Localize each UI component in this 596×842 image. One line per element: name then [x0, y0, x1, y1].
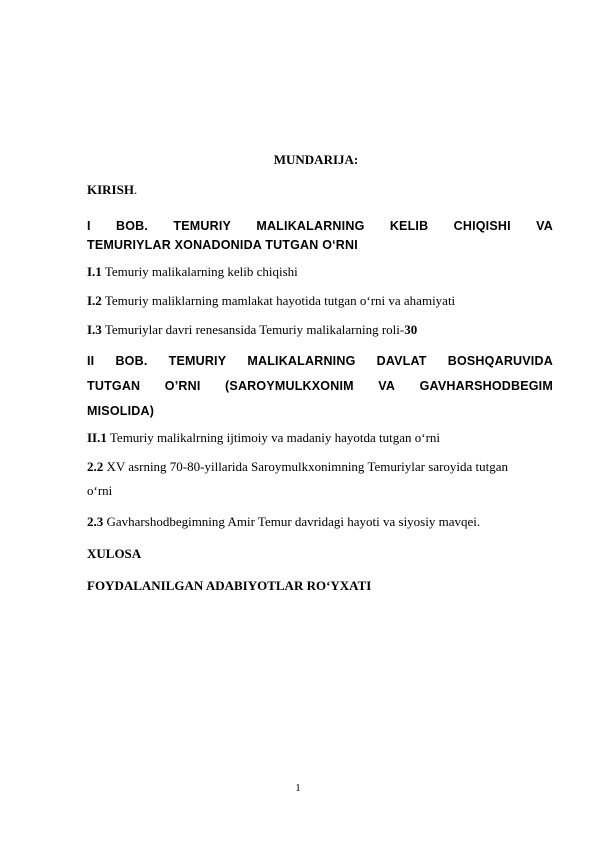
chapter1-word: I [87, 219, 91, 233]
chapter1-heading-line2: TEMURIYLAR XONADONIDA TUTGAN O‘RNI [87, 238, 358, 252]
chapter1-word: BOB. [116, 219, 149, 233]
kirish-label: KIRISH [87, 182, 134, 197]
chapter2-word: DAVLAT [376, 354, 427, 368]
toc-entry-2-3 [87, 512, 553, 531]
chapter2-word: TEMURIY [168, 354, 227, 368]
entry-number: 2.2 [87, 459, 104, 474]
chapter2-word: GAVHARSHODBEGIM [419, 379, 553, 393]
toc-entry-xulosa: XULOSA [87, 546, 142, 561]
entry-text: Gavharshodbegimning Amir Temur davridagi hayoti va siyosiy mavqei. [103, 514, 481, 529]
entry-text: Temuriy malikalrning ijtimoiy va madaniy hayotda tutgan o‘rni [106, 430, 441, 445]
chapter2-heading-line1 [87, 352, 553, 371]
chapter1-word: KELIB [389, 219, 429, 233]
toc-entry-2-2-continuation: o‘rni [87, 483, 113, 498]
entry-number: 2.3 [87, 514, 104, 529]
toc-title: MUNDARIJA: [273, 152, 359, 167]
chapter1-word: VA [536, 219, 553, 233]
chapter1-heading-line1 [87, 217, 553, 236]
entry-text: Temuriylar davri renesansida Temuriy malikalarning roli- [101, 322, 405, 337]
chapter2-heading-line3: MISOLIDA) [87, 404, 155, 418]
toc-entry-1-3 [87, 320, 553, 339]
toc-entry-1-2 [87, 291, 553, 310]
toc-entry-references: FOYDALANILGAN ADABIYOTLAR RO‘YXATI [87, 578, 372, 593]
entry-text: Temuriy malikalarning kelib chiqishi [101, 264, 298, 279]
entry-text: XV asrning 70-80-yillarida Saroymulkxonimning Temuriylar saroyida tutgan [103, 459, 509, 474]
chapter1-word: MALIKALARNING [256, 219, 365, 233]
chapter2-heading-line2 [87, 377, 553, 396]
entry-number: I.1 [87, 264, 102, 279]
chapter2-word: TUTGAN [87, 379, 141, 393]
chapter2-word: VA [378, 379, 396, 393]
toc-entry-kirish [87, 180, 553, 199]
chapter1-word: TEMURIY [173, 219, 232, 233]
chapter2-word: BOB. [115, 354, 148, 368]
entry-text: Temuriy maliklarning mamlakat hayotida tutgan o‘rni va ahamiyati [101, 293, 456, 308]
toc-entry-2-1 [87, 428, 553, 447]
chapter2-word: MALIKALARNING [247, 354, 356, 368]
kirish-dot: . [133, 182, 138, 197]
entry-number: I.2 [87, 293, 102, 308]
chapter2-word: (SAROYMULKXONIM [225, 379, 354, 393]
toc-entry-2-2 [87, 457, 553, 476]
page-number: 1 [295, 782, 301, 794]
entry-number: II.1 [87, 430, 107, 445]
chapter2-word: BOSHQARUVIDA [447, 354, 553, 368]
toc-entry-1-1 [87, 262, 553, 281]
entry-page-ref: 30 [404, 322, 418, 337]
chapter1-word: CHIQISHI [453, 219, 511, 233]
chapter2-word: O’RNI [164, 379, 201, 393]
entry-number: I.3 [87, 322, 102, 337]
chapter2-word: II [87, 354, 95, 368]
